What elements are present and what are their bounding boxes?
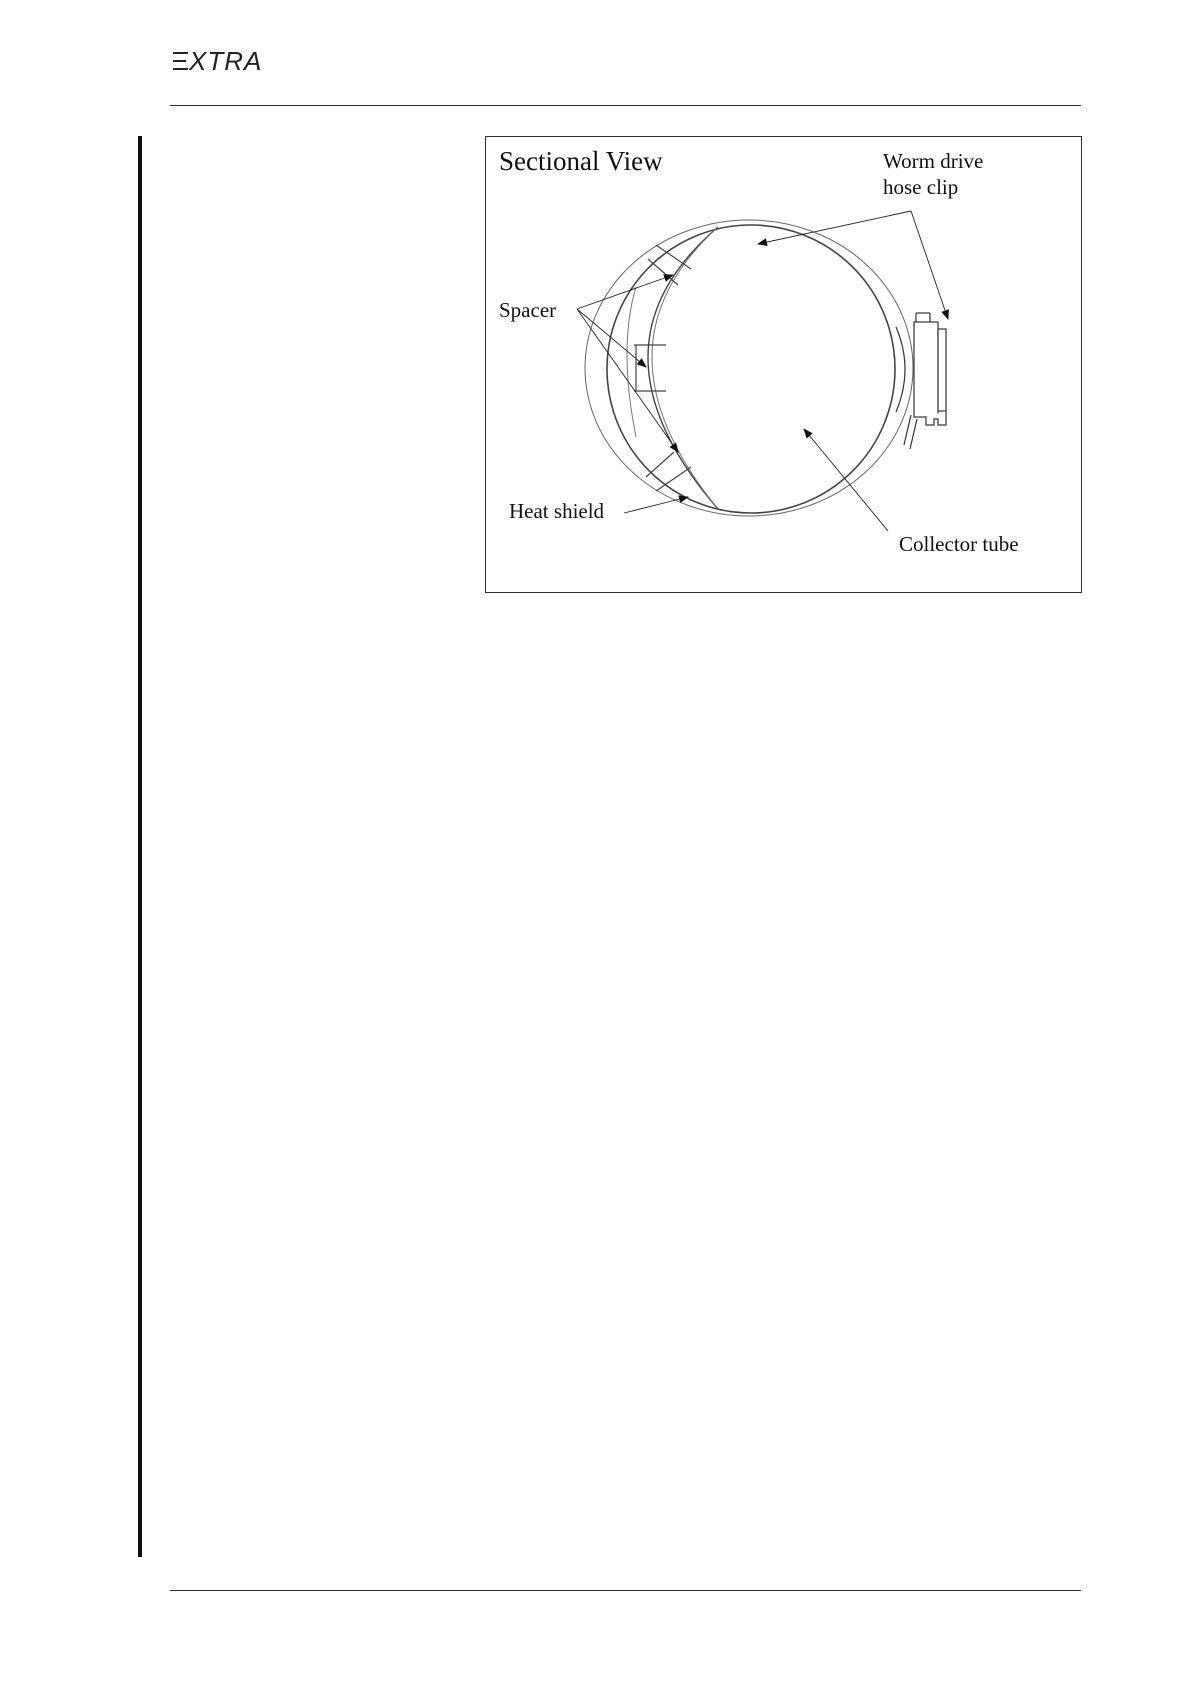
label-collector-tube: Collector tube xyxy=(899,532,1019,556)
leader-lines xyxy=(577,211,948,531)
label-heat-shield: Heat shield xyxy=(509,499,605,523)
worm-drive-clip-shape xyxy=(896,313,946,449)
heat-shield-shape xyxy=(648,227,718,509)
header-rule xyxy=(170,105,1081,106)
figure-title: Sectional View xyxy=(499,146,663,176)
logo-e-icon xyxy=(170,51,188,71)
footer-rule xyxy=(170,1590,1081,1591)
logo-text: XTRA xyxy=(189,46,263,76)
hose-clip-band xyxy=(585,220,913,516)
label-spacer: Spacer xyxy=(499,298,557,322)
change-bar xyxy=(138,136,142,1557)
collector-tube-shape xyxy=(607,225,895,513)
label-worm-drive-line2: hose clip xyxy=(883,175,959,199)
sectional-view-figure xyxy=(485,136,1082,593)
collector-tube-diagram xyxy=(486,137,1083,594)
label-worm-drive-line1: Worm drive xyxy=(883,149,984,173)
logo xyxy=(170,46,262,77)
